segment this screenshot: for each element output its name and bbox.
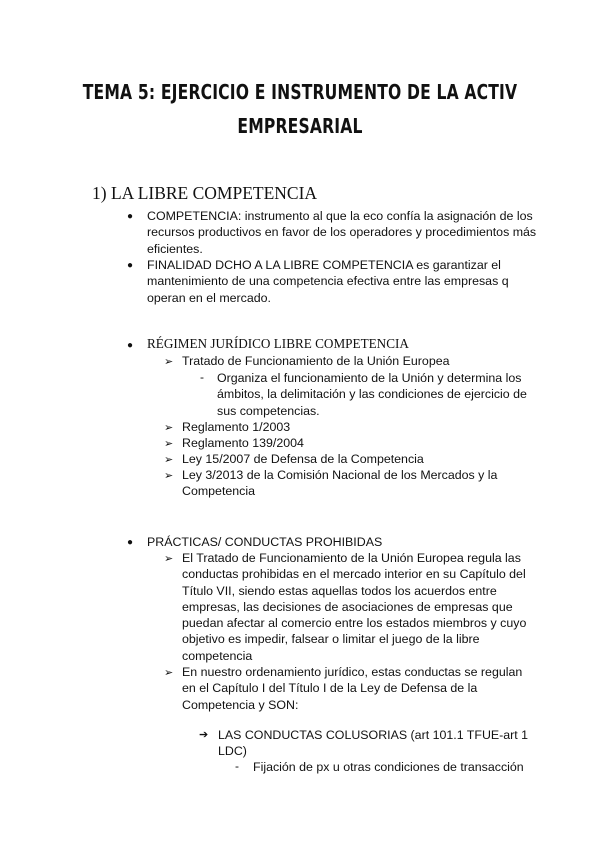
bullet-finalidad bbox=[147, 257, 509, 306]
regimen-item: Reglamento 139/2004 bbox=[182, 436, 304, 450]
bold-arrow-icon: ➔ bbox=[199, 729, 209, 741]
text-line: objetivo es impedir, falsear o limitar el juego de la libre bbox=[182, 632, 480, 647]
colusorias-sub: Fijación de px u otras condiciones de transacción bbox=[253, 760, 524, 774]
text-line: Competencia y SON: bbox=[182, 697, 299, 712]
practicas-item-ordenamiento bbox=[182, 664, 522, 713]
text-line: Título VII, siendo estas aquellas todos los acuerdos entre bbox=[182, 583, 497, 598]
text-line: En nuestro ordenamiento jurídico, estas conductas se regulan bbox=[182, 665, 523, 679]
regimen-label: RÉGIMEN JURÍDICO LIBRE COMPETENCIA bbox=[147, 336, 409, 351]
arrow-icon: ➢ bbox=[164, 422, 174, 434]
practicas-label: PRÁCTICAS/ CONDUCTAS PROHIBIDAS bbox=[147, 535, 383, 549]
text-line: puedan afectar al comercio entre los estados miembros y cuyo bbox=[182, 616, 527, 631]
text-line: mantenimiento de una competencia efectiva entre las empresas q bbox=[147, 274, 509, 289]
regimen-item: Reglamento 1/2003 bbox=[182, 420, 291, 434]
text-line: operan en el mercado. bbox=[147, 290, 271, 305]
page-title-line2 bbox=[66, 114, 534, 138]
regimen-item: Ley 15/2007 de Defensa de la Competencia bbox=[182, 452, 424, 466]
arrow-icon: ➢ bbox=[164, 454, 174, 466]
bullet-icon: ● bbox=[127, 340, 134, 351]
practicas-item-tratado bbox=[182, 550, 526, 664]
regimen-item-ley3 bbox=[182, 467, 497, 500]
section-heading: 1) LA LIBRE COMPETENCIA bbox=[92, 183, 318, 203]
text-line: recursos productivos en favor de los operadores y procedimientos más bbox=[147, 225, 537, 240]
text-line: Ley 3/2013 de la Comisión Nacional de los Mercados y la bbox=[182, 468, 498, 482]
text-line: ámbitos, la delimitación y las condiciones de ejercicio de bbox=[217, 387, 527, 402]
page-title-line1: TEMA 5: EJERCICIO E INSTRUMENTO DE LA ACTIV bbox=[82, 80, 518, 104]
text-line: El Tratado de Funcionamiento de la Unión Europea regula las bbox=[182, 551, 521, 565]
arrow-icon: ➢ bbox=[164, 438, 174, 450]
text-line: sus competencias. bbox=[217, 403, 320, 418]
arrow-icon: ➢ bbox=[164, 553, 174, 565]
text-line: Organiza el funcionamiento de la Unión y determina los bbox=[217, 371, 522, 385]
bullet-icon: ● bbox=[127, 260, 134, 271]
text-line: FINALIDAD DCHO A LA LIBRE COMPETENCIA es garantizar el bbox=[147, 258, 501, 272]
text-line: en el Capítulo I del Título I de la Ley de Defensa de la bbox=[182, 681, 478, 696]
bullet-icon: ● bbox=[127, 211, 134, 222]
text-line: LDC) bbox=[218, 744, 247, 759]
page-title-line2-text: EMPRESARIAL bbox=[237, 114, 363, 138]
text-line: empresas, las decisiones de asociaciones de empresas que bbox=[182, 599, 513, 614]
bullet-icon: ● bbox=[127, 537, 134, 548]
text-line: competencia bbox=[182, 648, 253, 663]
tratado-sub bbox=[217, 370, 527, 419]
arrow-icon: ➢ bbox=[164, 470, 174, 482]
text-line: eficientes. bbox=[147, 241, 203, 256]
text-line: LAS CONDUCTAS COLUSORIAS (art 101.1 TFUE-art 1 bbox=[218, 728, 529, 742]
dash-icon: - bbox=[200, 370, 204, 384]
arrow-icon: ➢ bbox=[164, 356, 174, 368]
regimen-item-tratado: Tratado de Funcionamiento de la Unión Europea bbox=[182, 354, 450, 368]
text-line: Competencia bbox=[182, 484, 256, 499]
bullet-competencia bbox=[147, 208, 536, 257]
text-line: COMPETENCIA: instrumento al que la eco confía la asignación de los bbox=[147, 209, 533, 223]
text-line: conductas prohibidas en el mercado interior en su Capítulo del bbox=[182, 567, 526, 582]
dash-icon: - bbox=[235, 759, 239, 773]
conductas-colusorias bbox=[218, 727, 528, 760]
arrow-icon: ➢ bbox=[164, 667, 174, 679]
